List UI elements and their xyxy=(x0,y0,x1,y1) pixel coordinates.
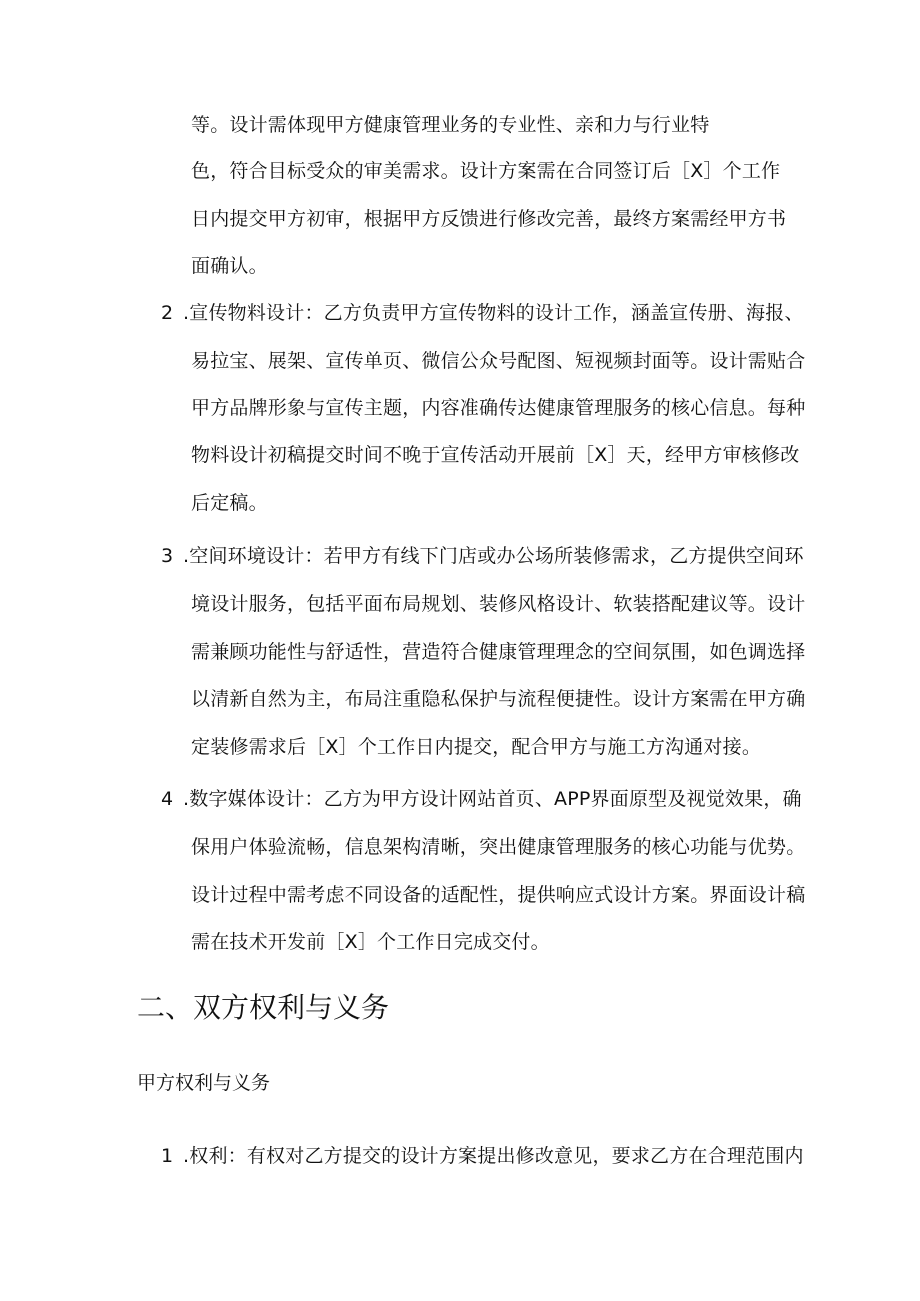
item-4-line-1: .数字媒体设计：乙方为甲方设计网站首页、APP界面原型及视觉效果，确 xyxy=(183,788,802,810)
item-2-line-1: .宣传物料设计：乙方负责甲方宣传物料的设计工作，涵盖宣传册、海报、 xyxy=(183,302,804,324)
item-3-line-1: .空间环境设计：若甲方有线下门店或办公场所装修需求，乙方提供空间环 xyxy=(183,545,804,567)
item-3-line-5: 定装修需求后［X］个工作日内提交，配合甲方与施工方沟通对接。 xyxy=(191,736,762,758)
item-2-line-5: 后定稿。 xyxy=(191,492,268,514)
continuation-line-4: 面确认。 xyxy=(191,255,268,277)
section-heading: 二、双方权利与义务 xyxy=(137,991,390,1024)
item-2-line-2: 易拉宝、展架、宣传单页、微信公众号配图、短视频封面等。设计需贴合 xyxy=(191,350,806,372)
item-4-number: 4 xyxy=(161,788,174,810)
item-3-number: 3 xyxy=(161,545,174,567)
item-4-line-2: 保用户体验流畅，信息架构清晰，突出健康管理服务的核心功能与优势。 xyxy=(191,836,806,858)
item-2-number: 2 xyxy=(161,302,174,324)
continuation-line-2: 色，符合目标受众的审美需求。设计方案需在合同签订后［X］个工作 xyxy=(191,160,781,182)
item-4-line-4: 需在技术开发前［X］个工作日完成交付。 xyxy=(191,931,550,953)
item-2-line-4: 物料设计初稿提交时间不晚于宣传活动开展前［X］天，经甲方审核修改 xyxy=(191,444,800,466)
subsection-heading: 甲方权利与义务 xyxy=(137,1072,271,1094)
continuation-line-3: 日内提交甲方初审，根据甲方反馈进行修改完善，最终方案需经甲方书 xyxy=(191,208,787,230)
item-3-line-2: 境设计服务，包括平面布局规划、装修风格设计、软装搭配建议等。设计 xyxy=(191,593,806,615)
item-4-line-3: 设计过程中需考虑不同设备的适配性，提供响应式设计方案。界面设计稿 xyxy=(191,884,806,906)
item-3-line-4: 以清新自然为主，布局注重隐私保护与流程便捷性。设计方案需在甲方确 xyxy=(191,688,806,710)
item-3-line-3: 需兼顾功能性与舒适性，营造符合健康管理理念的空间氛围，如色调选择 xyxy=(191,641,806,663)
item-2-line-3: 甲方品牌形象与宣传主题，内容准确传达健康管理服务的核心信息。每种 xyxy=(191,397,806,419)
rights-item-1-line-1: .权利：有权对乙方提交的设计方案提出修改意见，要求乙方在合理范围内 xyxy=(183,1145,804,1167)
continuation-line-1: 等。设计需体现甲方健康管理业务的专业性、亲和力与行业特 xyxy=(191,114,710,136)
rights-item-1-number: 1 xyxy=(161,1145,174,1167)
